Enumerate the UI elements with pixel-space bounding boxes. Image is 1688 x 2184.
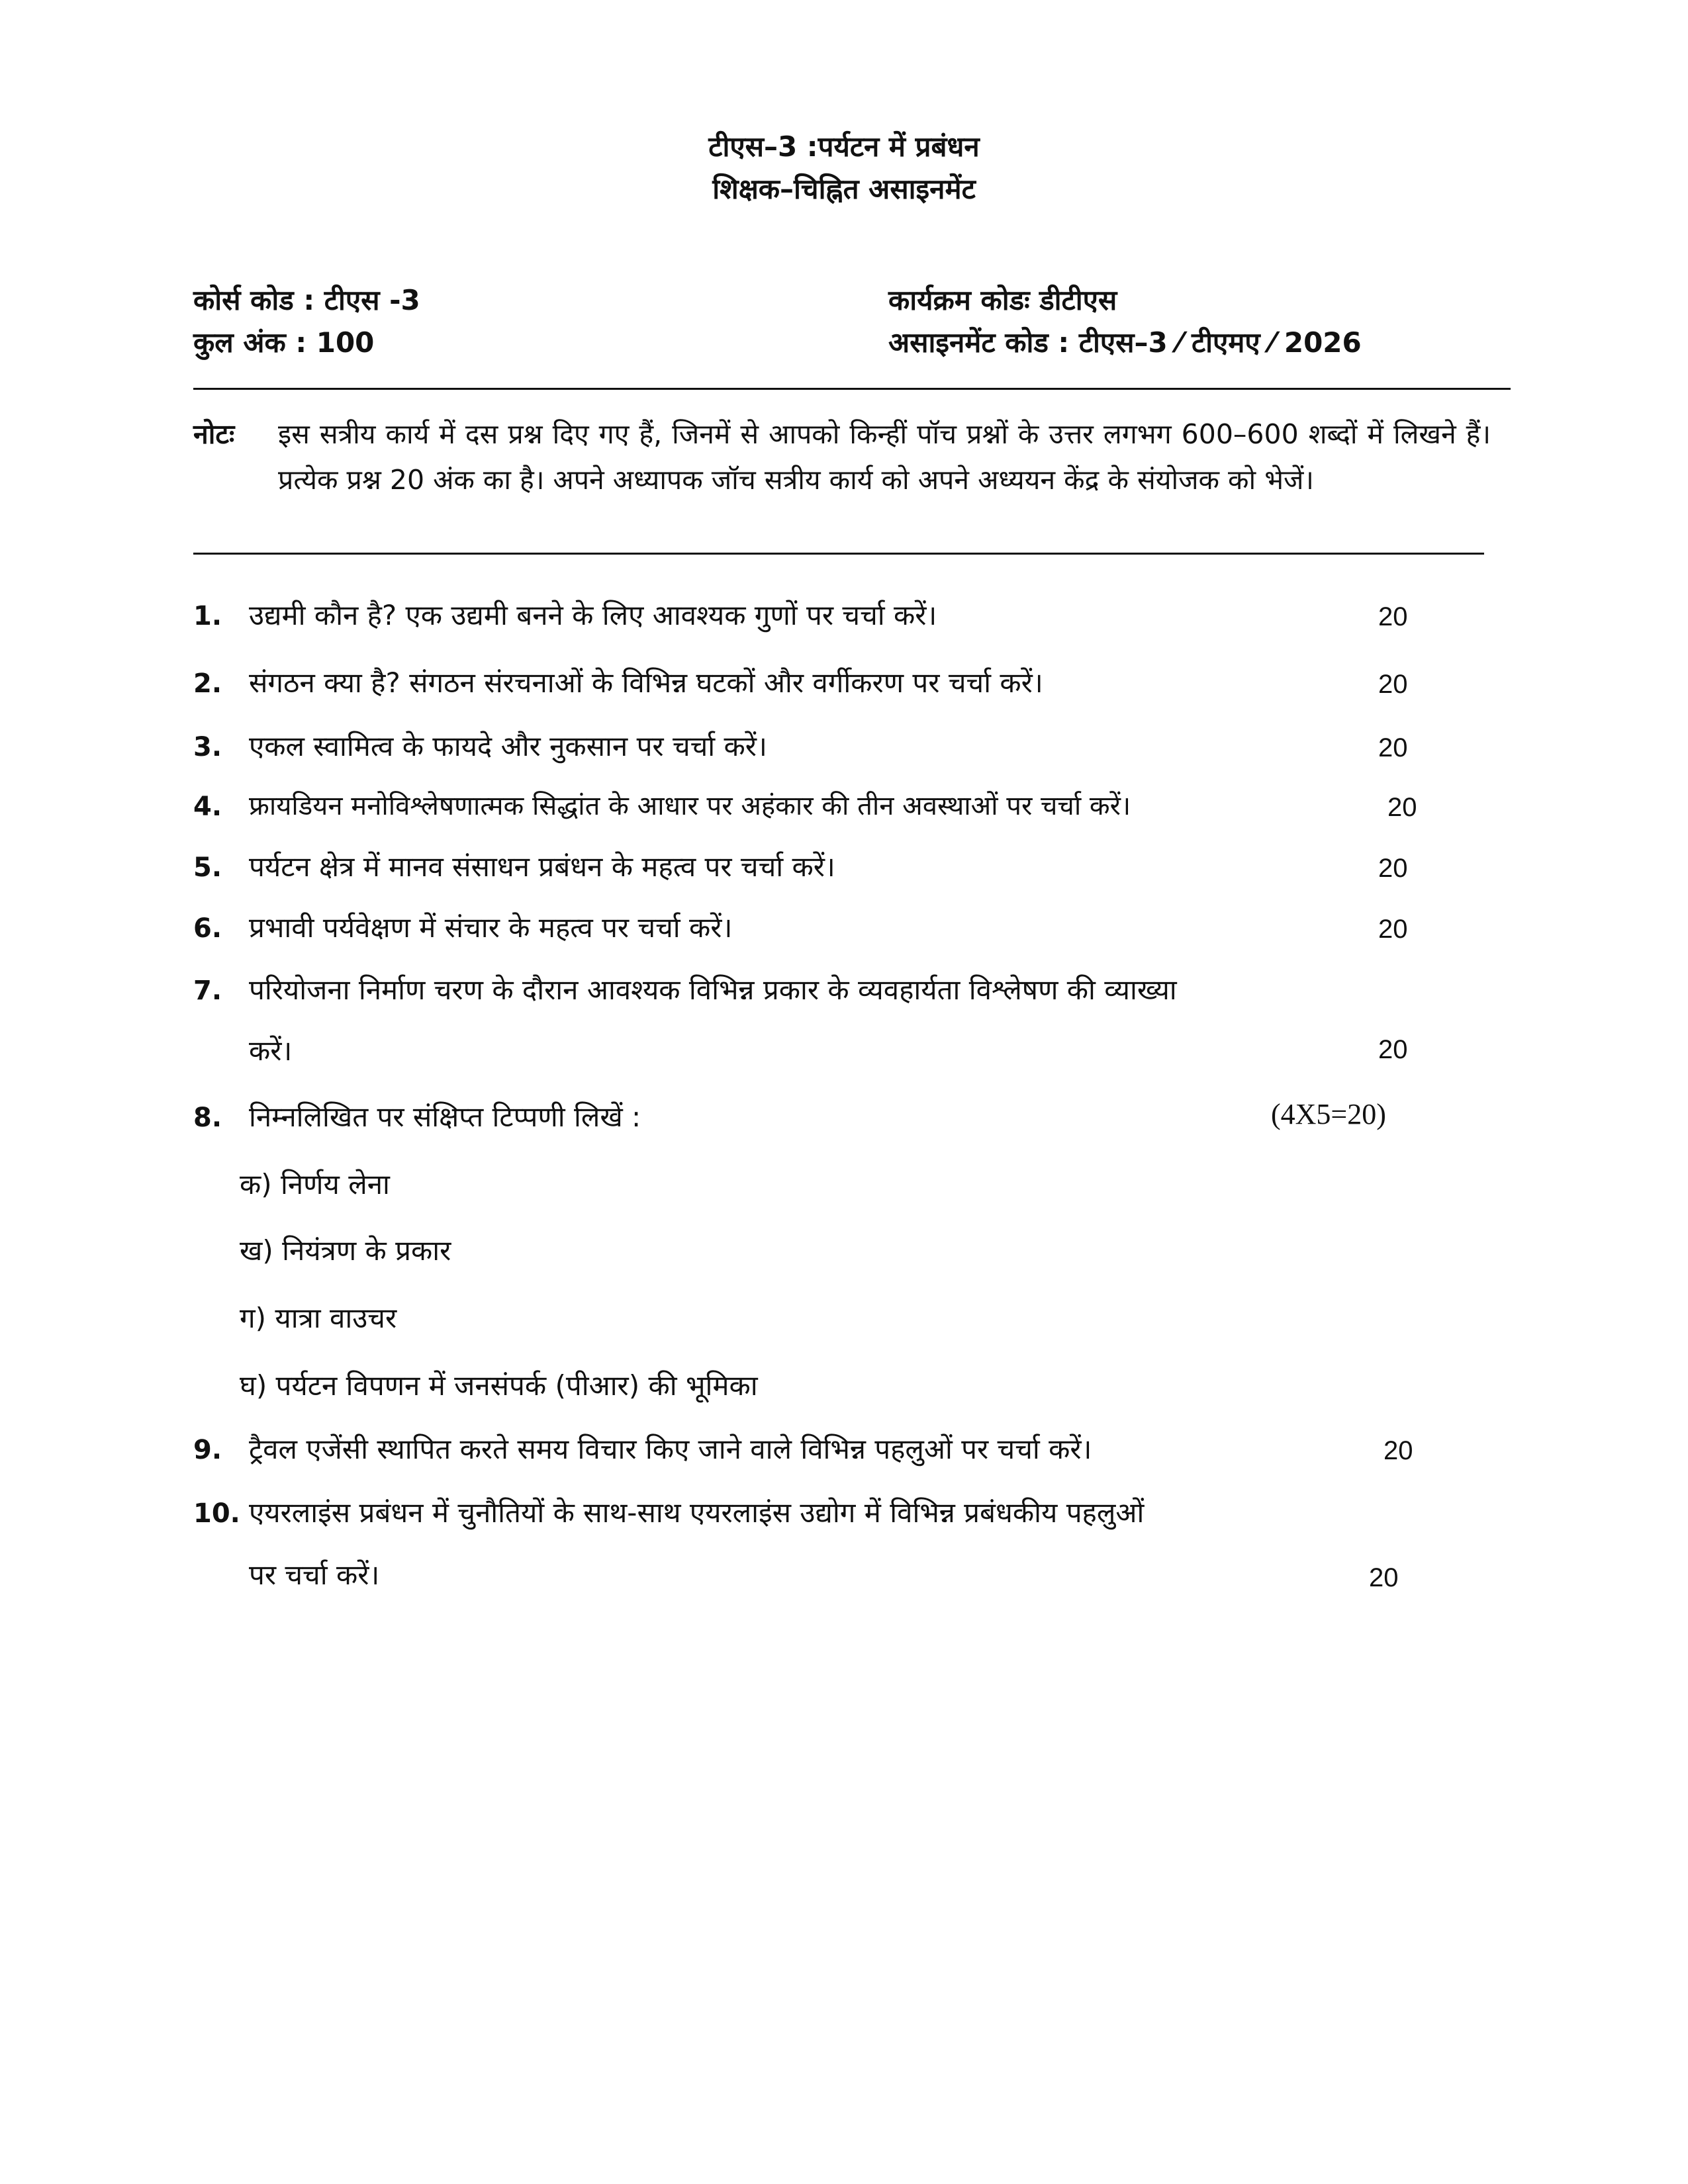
question-text: उद्यमी कौन है? एक उद्यमी बनने के लिए आवश्यक गुणों पर चर्चा करें।: [249, 599, 937, 631]
course-code: कोर्स कोड : टीएस -3: [193, 284, 420, 316]
question-number: 1.: [193, 601, 222, 631]
question-marks: 20: [1369, 1563, 1399, 1592]
question-number: 5.: [193, 852, 222, 883]
sub-item-d: घ) पर्यटन विपणन में जनसंपर्क (पीआर) की भूमिका: [240, 1369, 758, 1402]
instructions-note: [193, 412, 1491, 503]
note-text: इस सत्रीय कार्य में दस प्रश्न दिए गए हैं, जिनमें से आपको किन्हीं पॉच प्रश्नों के उत्तर लगभग 600–600 शब्दों में लिखने हैं। प्रत्येक प्रश्न 20 अंक का है। अपने अध्यापक जॉच सत्रीय कार्य को अपने अध्ययन केंद्र के संयोजक को भेजें।: [278, 418, 1491, 496]
sub-item-c: ग) यात्रा वाउचर: [240, 1302, 397, 1334]
question-number: 6.: [193, 913, 222, 944]
question-number: 7.: [193, 976, 222, 1006]
question-number: 9.: [193, 1435, 222, 1465]
note-label: नोटः: [193, 418, 235, 450]
question-text: परियोजना निर्माण चरण के दौरान आवश्यक विभिन्न प्रकार के व्यवहार्यता विश्लेषण की व्याख्या: [249, 974, 1177, 1006]
question-text-continued: पर चर्चा करें।: [249, 1559, 380, 1591]
sub-item-b: ख) नियंत्रण के प्रकार: [240, 1234, 451, 1267]
question-text: संगठन क्या है? संगठन संरचनाओं के विभिन्न घटकों और वर्गीकरण पर चर्चा करें।: [249, 666, 1043, 699]
question-text: निम्नलिखित पर संक्षिप्त टिप्पणी लिखें :: [249, 1101, 641, 1133]
question-marks: 20: [1378, 733, 1408, 762]
document-title: टीएस–3 :पर्यटन में प्रबंधन: [708, 130, 980, 163]
question-marks: 20: [1383, 1436, 1413, 1465]
question-text-continued: करें।: [249, 1034, 293, 1067]
question-number: 2.: [193, 668, 222, 699]
sub-item-a: क) निर्णय लेना: [240, 1168, 390, 1201]
question-marks: 20: [1378, 670, 1408, 699]
question-text: एयरलाइंस प्रबंधन में चुनौतियों के साथ-साथ एयरलाइंस उद्योग में विभिन्न प्रबंधकीय पहलुओं: [249, 1496, 1145, 1529]
assignment-code: असाइनमेंट कोड : टीएस–3 ⁄ टीएमए ⁄ 2026: [888, 326, 1362, 359]
question-number: 10.: [193, 1498, 240, 1529]
header-divider: [193, 388, 1511, 390]
question-marks: 20: [1378, 854, 1408, 883]
total-marks: कुल अंक : 100: [193, 326, 375, 359]
program-code: कार्यक्रम कोडः डीटीएस: [888, 284, 1117, 316]
question-text: प्रभावी पर्यवेक्षण में संचार के महत्व पर चर्चा करें।: [249, 911, 733, 944]
question-text: ट्रैवल एजेंसी स्थापित करते समय विचार किए जाने वाले विभिन्न पहलुओं पर चर्चा करें।: [249, 1433, 1092, 1465]
document-subtitle: शिक्षक–चिह्नित असाइनमेंट: [712, 173, 976, 205]
question-marks: 20: [1378, 1035, 1408, 1064]
question-marks: (4X5=20): [1271, 1098, 1386, 1130]
question-number: 3.: [193, 732, 222, 762]
question-text: एकल स्वामित्व के फायदे और नुकसान पर चर्चा करें।: [249, 730, 767, 762]
note-divider: [193, 553, 1484, 555]
question-number: 8.: [193, 1103, 222, 1133]
question-marks: 20: [1378, 602, 1408, 631]
question-number: 4.: [193, 792, 222, 822]
question-text: फ्रायडियन मनोविश्लेषणात्मक सिद्धांत के आधार पर अहंकार की तीन अवस्थाओं पर चर्चा करें।: [249, 791, 1131, 821]
question-marks: 20: [1378, 915, 1408, 944]
question-marks: 20: [1387, 793, 1417, 822]
question-text: पर्यटन क्षेत्र में मानव संसाधन प्रबंधन के महत्व पर चर्चा करें।: [249, 850, 835, 883]
